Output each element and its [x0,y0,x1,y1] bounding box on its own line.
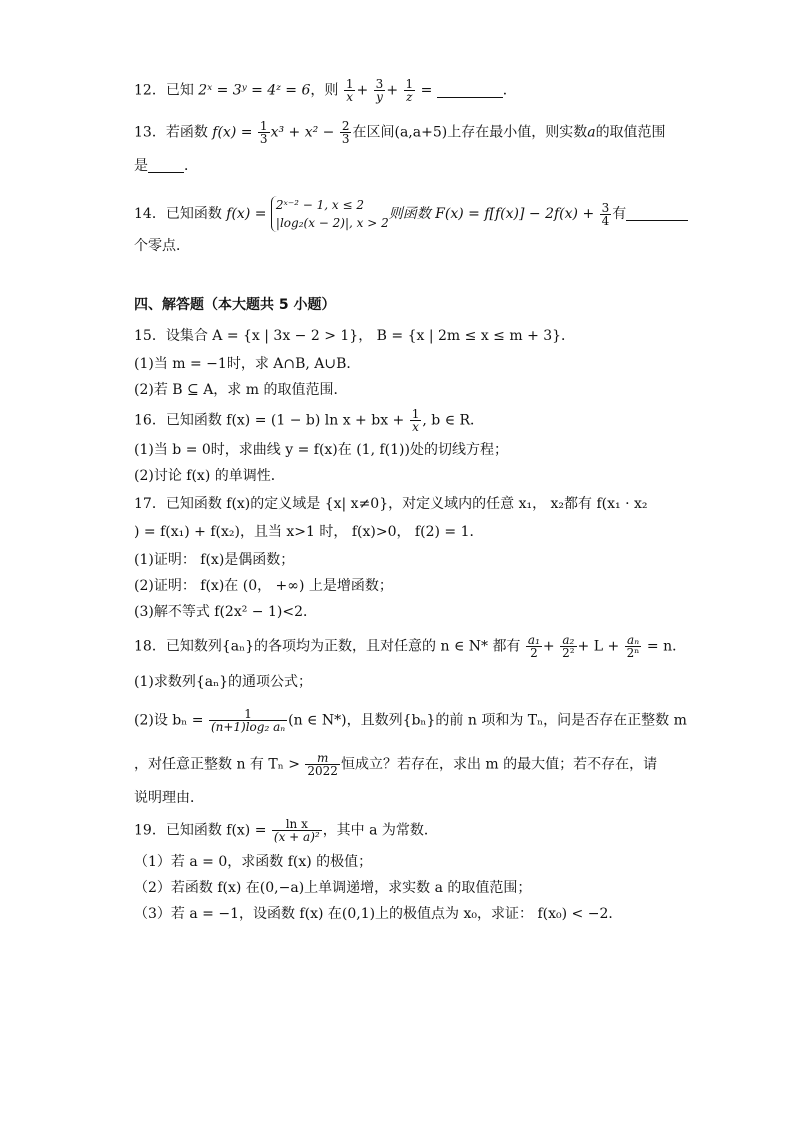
q19-line2: （1）若 a = 0，求函数 f(x) 的极值； [134,854,373,870]
q16-line1 [134,408,484,433]
q14-text: 已知函数 [165,206,227,222]
q14-function: f(x) = [226,206,271,222]
q16-frac-1x: $\frac{1}{x}$ [411,407,420,434]
q17-line4: (2)证明： f(x)在 (0， +∞) 上是增函数； [134,578,393,594]
question-12: 12．已知 2ˣ = 3ʸ = 4ᶻ = 6，则 $\frac{1}{x}$ + $\frac{3}{y}$ + $\frac{1}{z}$ = ． [134,77,517,104]
q19-line1 [134,818,438,843]
q16-line2: (1)当 b = 0时，求曲线 y = f(x)在 (1, f(1))处的切线方程； [134,442,508,458]
q12-text: 已知 [165,82,199,99]
q19-text: 19．已知函数 f(x) = [134,822,271,839]
q18-line1: 18．已知数列{aₙ}的各项均为正数，且对任意的 n ∈ N* 都有 $\frac{\text{a₁}}{2}$ + $\frac{\text{a₂}}{\text{2²}}$ + L + $\frac{\text{aₙ}}{\text{2ⁿ}}$ = n． [134,633,687,660]
q15-line2: (1)当 m = −1时，求 A∩B, A∪B． [134,356,361,372]
q13-text: 若函数 [165,124,213,141]
q13-a: a [587,124,596,141]
q14-end: 有 [612,206,627,222]
q14-line2: 个零点． [134,238,190,254]
q13-expr: x³ + x² − [270,124,339,141]
q13-number: 13． [134,124,166,141]
q12-text-mid: ，则 [310,82,339,99]
question-13 [134,120,666,145]
q18-line3 [134,708,687,733]
q18-dots: + L + [577,638,620,655]
answer-blank[interactable] [148,158,184,173]
section-heading: 四、解答题（本大题共 5 小题） [134,297,336,313]
q14-case-1: 2ˣ⁻² − 1, x ≤ 2 [275,198,364,212]
q12-number: 12． [134,82,166,99]
answer-blank[interactable] [437,83,503,98]
q12-equals: = [416,82,437,99]
q19-line4: （3）若 a = −1，设函数 f(x) 在(0,1)上的极值点为 x₀，求证： f(x₀) < −2． [134,906,623,922]
q12-frac-1z: $\frac{1}{z}$ [405,77,414,104]
q18-line4 [134,752,657,777]
q18-line4-text: ，对任意正整数 n 有 Tₙ > [134,756,305,773]
q14-text-mid: 则函数 F(x) = f[f(x)] − 2f(x) + [388,206,599,222]
q13-function: f(x) = [212,124,257,141]
q14-case-2: |log₂(x − 2)|, x > 2 [275,216,389,230]
q17-line1: 17．已知函数 f(x)的定义域是 {x| x≠0}，对定义域内的任意 x₁， x₂都有 f(x₁ · x₂ [134,496,648,512]
q15-line1: 15．设集合 A = {x | 3x − 2 > 1}， B = {x | 2m ≤ x ≤ m + 3}． [134,328,576,344]
q12-equation: 2ˣ = 3ʸ = 4ᶻ = 6 [198,82,311,99]
question-14-line2 [134,236,190,256]
q13-frac-1-3: $\frac{1}{3}$ [259,119,268,146]
q19-text-2: ，其中 a 为常数． [322,822,438,839]
q12-frac-1x: $\frac{1}{x}$ [345,77,354,104]
q17-line3: (1)证明： f(x)是偶函数； [134,552,295,568]
answer-blank[interactable] [626,206,688,221]
q14-frac-3-4: $\frac{3}{4}$ [601,200,610,228]
q18-line5: 说明理由． [134,790,204,806]
q16-text: 16．已知函数 f(x) = (1 − b) ln x + bx + [134,412,409,429]
q14-piecewise [271,196,389,232]
q19-line3: （2）若函数 f(x) 在(0,−a)上单调递增，求实数 a 的取值范围； [134,880,532,896]
q13-line2: 是 [134,158,148,174]
q18-frac-an: $\frac{\text{aₙ}}{\text{2ⁿ}}$ [626,633,640,660]
q13-end: ． [184,158,198,174]
q13-frac-2-3: $\frac{2}{3}$ [341,119,350,146]
q18-line4-text-2: 恒成立？若存在，求出 m 的最大值；若不存在，请 [340,756,658,773]
q18-frac-a2: $\frac{\text{a₂}}{\text{2²}}$ [562,633,575,660]
q18-text-2: = n． [642,638,687,655]
q18-text: 18．已知数列{aₙ}的各项均为正数，且对任意的 n ∈ N* 都有 [134,638,525,655]
q18-line2: (1)求数列{aₙ}的通项公式； [134,674,313,690]
q19-frac: $\frac{\text{ln x}}{\text{(x + a)²}}$ [273,817,320,844]
q18-frac-m-2022: $\frac{m}{2022}$ [307,751,338,778]
question-14 [134,196,688,232]
q12-end: ． [502,82,517,99]
question-13-line2 [134,156,198,176]
q14-number: 14． [134,206,166,222]
q18-frac-bn: $\frac{1}{\text{(n+1)log₂ aₙ}}$ [210,707,286,734]
q13-text-3: 的取值范围 [595,124,666,141]
q17-line5: (3)解不等式 f(2x² − 1)<2． [134,604,317,620]
q13-text-2: 在区间(a,a+5)上存在最小值，则实数 [352,124,588,141]
q17-line2: ) = f(x₁) + f(x₂)，且当 x>1 时， f(x)>0， f(2) = 1． [134,524,484,540]
q18-frac-a1: $\frac{\text{a₁}}{2}$ [527,633,540,660]
q18-part2-text-2: (n ∈ N*)，且数列{bₙ}的前 n 项和为 Tₙ，问是否存在正整数 m [288,712,687,729]
q18-part2-text: (2)设 bₙ = [134,712,208,729]
q15-line3: (2)若 B ⊆ A，求 m 的取值范围． [134,382,348,398]
q12-frac-3y: $\frac{3}{y}$ [375,77,384,104]
q16-line3: (2)讨论 f(x) 的单调性． [134,468,285,484]
q16-text-2: , b ∈ R． [422,412,485,429]
